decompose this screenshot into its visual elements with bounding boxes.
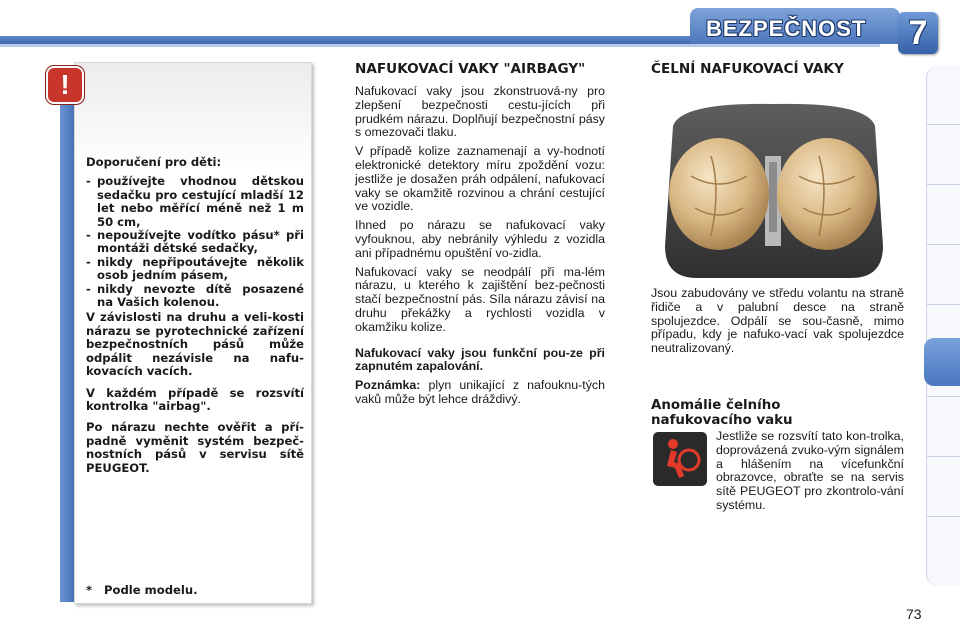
header-bar-highlight <box>0 44 880 47</box>
section-heading: NAFUKOVACÍ VAKY "AIRBAGY" <box>355 61 586 77</box>
chapter-tab-divider <box>927 184 960 185</box>
body-paragraph: Nafukovací vaky jsou zkonstruová-ny pro zlepšení bezpečnosti cestu-jících při prudkém nárazu. Doplňují bezpečnostní pásy s omezovači tlaku. <box>355 84 605 140</box>
bold-note: Nafukovací vaky jsou funkční pou-ze při zapnutém zapalování. <box>355 345 605 374</box>
exclamation-glyph: ! <box>60 69 70 100</box>
section-heading: ČELNÍ NAFUKOVACÍ VAKY <box>651 61 844 77</box>
note-label: Poznámka: <box>355 378 421 393</box>
page-title: BEZPEČNOST <box>706 16 867 41</box>
body-paragraph: Nafukovací vaky se neodpálí při ma-lém nárazu, u kterého k zajištění bez-pečnosti stačí bezpečnostní pás. Síla nárazu závisí na druhu překážky a rychlosti vozidla v okamžiku kolize. <box>355 264 605 334</box>
chapter-tab-divider <box>927 124 960 125</box>
chapter-tab-divider <box>927 304 960 305</box>
chapter-tab-active <box>924 338 960 386</box>
footnote <box>86 583 198 597</box>
warning-list-item: - nepoužívejte vodítko pásu* při montáži dětské sedačky, <box>86 228 304 256</box>
page-number: 73 <box>906 606 922 622</box>
airbags-section <box>355 62 605 412</box>
warning-list-item: - používejte vhodnou dětskou sedačku pro cestující mladší 12 let nebo měřící méně než 1 m 50 cm, <box>86 174 304 229</box>
footnote-star: * <box>86 583 93 597</box>
chapter-badge <box>898 12 938 54</box>
warning-strip <box>60 80 74 602</box>
chapter-tab-divider <box>927 456 960 457</box>
warning-list-item: - nikdy nevozte dítě posazené na Vašich kolenou. <box>86 281 304 310</box>
airbag-illustration <box>651 96 897 282</box>
front-airbags-section <box>651 62 907 85</box>
body-paragraph: V případě kolize zaznamenají a vy-hodnotí elektronické detektory míru zpoždění vozu: jestliže je dosažen práh odpálení, nafukovací vaky se okamžitě rozvinou a chrání cestující ve vozidle. <box>355 144 605 214</box>
chapter-number: 7 <box>908 14 928 52</box>
warning-paragraph: V závislosti na druhu a veli-kosti nárazu se pyrotechnické zařízení bezpečnostních pásů může odpálit nezávisle na nafu-kovacích vacích. <box>86 310 304 379</box>
exclamation-icon <box>46 66 84 104</box>
chapter-tab-divider <box>927 516 960 517</box>
warning-text <box>86 156 304 475</box>
warning-heading: Doporučení pro děti: <box>86 155 222 169</box>
footnote-text: Podle modelu. <box>104 583 198 597</box>
airbag-warning-lamp-icon <box>653 432 707 486</box>
warning-paragraph: V každém případě se rozsvítí kontrolka "airbag". <box>86 385 304 413</box>
chapter-tab-divider <box>927 396 960 397</box>
note-paragraph <box>355 379 605 407</box>
chapter-tab-divider <box>927 244 960 245</box>
anomaly-text: Jestliže se rozsvítí tato kon-trolka, doprovázená zvuko-vým signálem a hlášením na vícefunkční obrazovce, obraťte se na servis sítě PEUGEOT pro zkontrolo-vání systému. <box>716 429 904 512</box>
warning-paragraph: Po nárazu nechte ověřit a pří-padně vyměnit systém bezpeč-nostních pásů v servisu sítě PEUGEOT. <box>86 420 304 475</box>
note-text: plyn unikající z nafouknu-tých vaků může být lehce dráždivý. <box>355 378 605 406</box>
anomaly-heading: Anomálie čelního nafukovacího vaku <box>651 398 793 428</box>
body-paragraph: Ihned po nárazu se nafukovací vaky vyfouknou, aby nebránily výhledu z vozidla ani případnému opuštění vo-zidla. <box>355 218 605 260</box>
warning-list-item: - nikdy nepřipoutávejte několik osob jedním pásem, <box>86 254 304 283</box>
airbag-lamp-glyph <box>653 432 707 486</box>
front-airbags-intro: Jsou zabudovány ve středu volantu na straně řidiče a v palubní desce na straně spolujezdce. Odpálí se sou-časně, mimo případu, kdy je nafuko-vací vak spolujezdce neutralizovaný. <box>651 286 904 356</box>
chapter-tabs <box>926 66 960 586</box>
